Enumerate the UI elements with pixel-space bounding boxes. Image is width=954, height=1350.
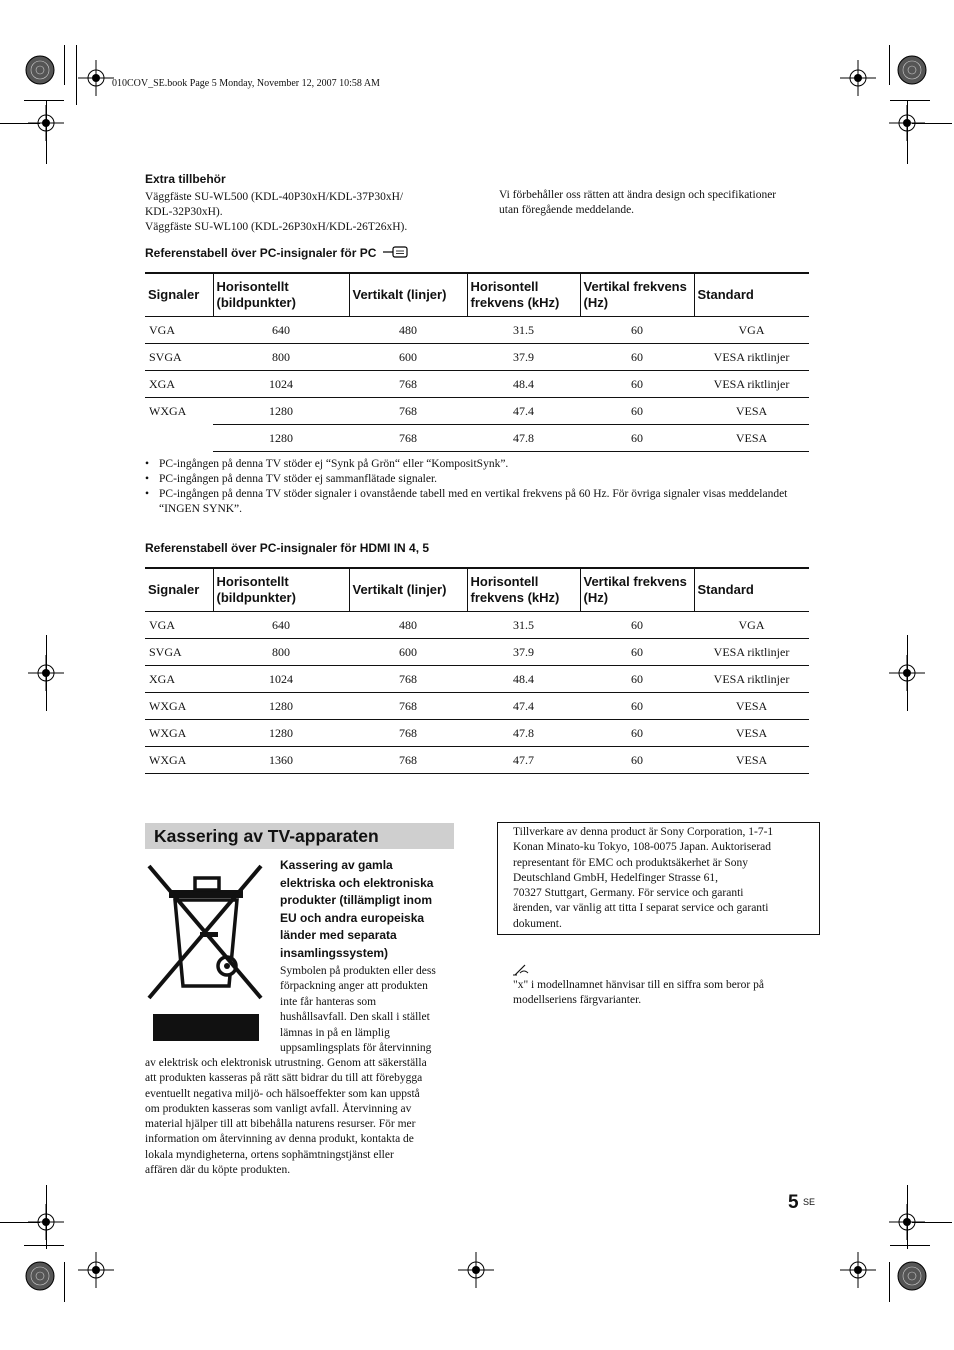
list-item: • PC-ingången på denna TV stöder signaler i ovanstående tabell med en vertikal frekvens på 60 Hz. För övriga signaler visas meddelandet “INGEN SYNK”. [145,487,810,517]
table-cell: SVGA [145,344,213,371]
table-cell: VESA riktlinjer [694,344,809,371]
table-row [145,317,809,344]
table-header-row [145,568,809,612]
table-cell: VESA [694,398,809,425]
subheading-line: länder med separata [280,928,397,942]
table-cell: 1024 [213,666,349,693]
table-row [145,612,809,639]
table-cell: 47.7 [467,747,580,774]
col-header: Vertikal frekvens (Hz) [580,568,694,612]
print-header: 010COV_SE.book Page 5 Monday, November 12, 2007 10:58 AM [112,78,380,89]
subheading-line: insamlingssystem) [280,945,389,960]
note-text [513,978,813,1008]
table-cell: WXGA [145,747,213,774]
accessories-text [145,190,475,235]
paragraph-line: affären där du köpte produkten. [145,1164,291,1177]
table2 [145,567,809,774]
col-header: Horisontell frekvens (kHz) [467,273,580,317]
table-cell: 60 [580,612,694,639]
col-header: Vertikal frekvens (Hz) [580,273,694,317]
table-cell: WXGA [145,693,213,720]
list-item: • PC-ingången på denna TV stöder ej sammanflätade signaler. [145,472,810,487]
table-cell: VESA [694,693,809,720]
table-cell: 1280 [213,720,349,747]
paragraph-line: Symbolen på produkten eller dess [280,965,436,977]
col-header: Horisontellt (bildpunkter) [213,273,349,317]
subheading-line: Kassering av gamla [280,858,393,872]
table-cell: 640 [213,317,349,344]
col-header: Horisontell frekvens (kHz) [467,568,580,612]
disposal-subheading [280,857,455,962]
table-cell: 768 [349,666,467,693]
table-cell: 768 [349,371,467,398]
table-cell: XGA [145,371,213,398]
table-cell: 31.5 [467,317,580,344]
table-cell: SVGA [145,639,213,666]
table-cell: 60 [580,344,694,371]
manufacturer-line: ärenden, var vänlig att titta I separat service och garanti [513,902,769,915]
table-cell: 600 [349,639,467,666]
table-cell: 1280 [213,398,349,425]
col-header: Standard [694,568,809,612]
notes-list [145,457,810,517]
paragraph-line: information om återvinning av denna produkt, kontakta de [145,1133,414,1146]
paragraph-line: material hjälper till att bibehålla naturens resurser. För mer [145,1118,416,1131]
section-heading-bar [145,823,454,849]
table2-title: Referenstabell över PC-insignaler för HDMI IN 4, 5 [145,541,430,555]
table-cell: 1280 [213,425,349,452]
table-cell: 31.5 [467,612,580,639]
table-cell: VGA [145,612,213,639]
table-cell [145,425,213,452]
table-cell: 800 [213,639,349,666]
col-header: Signaler [145,273,213,317]
table-cell: 60 [580,693,694,720]
paragraph-line: lokala myndigheterna, ortens sophämtningstjänst eller [145,1148,394,1161]
table-cell: VESA [694,425,809,452]
table-cell: 800 [213,344,349,371]
table-cell: 47.4 [467,398,580,425]
table-cell: 480 [349,612,467,639]
paragraph-line: eventuellt negativa miljö- och hälsoeffekter som kan uppstå [145,1087,420,1100]
table-cell: 60 [580,371,694,398]
paragraph-line: av elektrisk och elektronisk utrustning. Genom att säkerställa [145,1057,427,1069]
table1-title [145,246,411,260]
manufacturer-line: 70327 Stuttgart, Germany. För service och garanti [513,887,744,900]
table-cell: 60 [580,398,694,425]
table-cell: 60 [580,747,694,774]
table-cell: 60 [580,639,694,666]
table-cell: 768 [349,425,467,452]
paragraph-line: att produkten kasseras på rätt sätt bidrar du till att förebygga [145,1072,423,1085]
table1 [145,272,809,452]
disposal-text-narrow [280,964,460,1056]
table-cell: VESA [694,720,809,747]
note-pencil-icon [513,964,529,976]
accessories-line: Väggfäste SU-WL100 (KDL-26P30xH/KDL-26T26xH). [145,221,408,233]
table-cell: 37.9 [467,344,580,371]
table-cell: 1280 [213,693,349,720]
table-cell: VESA riktlinjer [694,666,809,693]
accessories-line: KDL-32P30xH). [145,206,223,218]
table-cell: 60 [580,666,694,693]
table-row [145,747,809,774]
table-row [145,425,809,452]
subheading-line: produkter (tillämpligt inom [280,893,432,907]
manufacturer-line: Tillverkare av denna product är Sony Corporation, 1-7-1 [513,826,774,838]
table1-title-text: Referenstabell över PC-insignaler för PC [145,246,377,260]
table-row [145,693,809,720]
table-cell: VESA [694,747,809,774]
paragraph-line: hushållsavfall. Den skall i stället [280,1011,430,1024]
table-cell: VGA [694,317,809,344]
paragraph-line: inte får hanteras som [280,995,377,1008]
manufacturer-line: Konan Minato-ku Tokyo, 108-0075 Japan. Auktoriserad [513,841,772,854]
manufacturer-box [497,822,820,935]
table-cell: VESA riktlinjer [694,639,809,666]
table-cell: 768 [349,693,467,720]
accessories-title: Extra tillbehör [145,172,226,186]
table-cell: 768 [349,398,467,425]
table-row [145,344,809,371]
table-cell: VGA [694,612,809,639]
table-cell: 48.4 [467,666,580,693]
disclaimer [499,188,819,218]
table-cell: 1024 [213,371,349,398]
table-cell: 48.4 [467,371,580,398]
table-row [145,639,809,666]
table-cell: 768 [349,720,467,747]
note-line: modellseriens färgvarianter. [513,994,642,1006]
table-cell: 47.4 [467,693,580,720]
table-cell: 768 [349,747,467,774]
col-header: Vertikalt (linjer) [349,568,467,612]
paragraph-line: om produkten kasseras som vanligt avfall. Återvinning av [145,1102,412,1115]
table-row [145,666,809,693]
manufacturer-line: representant för EMC och produktsäkerhet är Sony [513,856,749,869]
table-cell: VGA [145,317,213,344]
table-cell: 480 [349,317,467,344]
note-line: "x" i modellnamnet hänvisar till en siffra som beror på [513,979,764,991]
paragraph-line: förpackning anger att produkten [280,980,428,993]
page-language: SE [803,1197,816,1207]
disclaimer-line: utan föregående meddelande. [499,204,635,216]
col-header: Vertikalt (linjer) [349,273,467,317]
table-cell: 60 [580,425,694,452]
page-number: 5 [788,1192,799,1213]
table-cell: 47.8 [467,425,580,452]
table-row [145,398,809,425]
list-item: • PC-ingången på denna TV stöder ej “Synk på Grön“ eller “KompositSynk”. [145,457,810,472]
subheading-line: elektriska och elektroniska [280,875,434,890]
col-header: Standard [694,273,809,317]
paragraph-line: lämnas in på en lämplig [280,1026,390,1039]
paragraph-line: uppsamlingsplats för återvinning [280,1042,432,1055]
subheading-line: EU och andra europeiska [280,910,425,925]
table-cell: XGA [145,666,213,693]
table-cell: 37.9 [467,639,580,666]
table-cell: 600 [349,344,467,371]
table-cell: 640 [213,612,349,639]
table-cell: 47.8 [467,720,580,747]
manufacturer-line: Deutschland GmbH, Hedelfinger Strasse 61, [513,871,719,884]
table-row [145,720,809,747]
accessories-line: Väggfäste SU-WL500 (KDL-40P30xH/KDL-37P30xH/ [145,191,404,203]
table-cell: WXGA [149,403,187,418]
table-cell: WXGA [145,720,213,747]
weee-crossed-bin-icon [145,858,270,1048]
col-header: Signaler [145,568,213,612]
table-cell: 1360 [213,747,349,774]
table-cell: 60 [580,317,694,344]
table-cell: VESA riktlinjer [694,371,809,398]
pc-input-icon [383,246,411,258]
manufacturer-line: dokument. [513,917,562,930]
col-header: Horisontellt (bildpunkter) [213,568,349,612]
table-header-row [145,273,809,317]
disposal-text-wide [145,1056,460,1178]
section-heading: Kassering av TV-apparaten [154,826,379,846]
table-cell: 60 [580,720,694,747]
disclaimer-line: Vi förbehåller oss rätten att ändra design och specifikationer [499,189,777,201]
table-row [145,371,809,398]
